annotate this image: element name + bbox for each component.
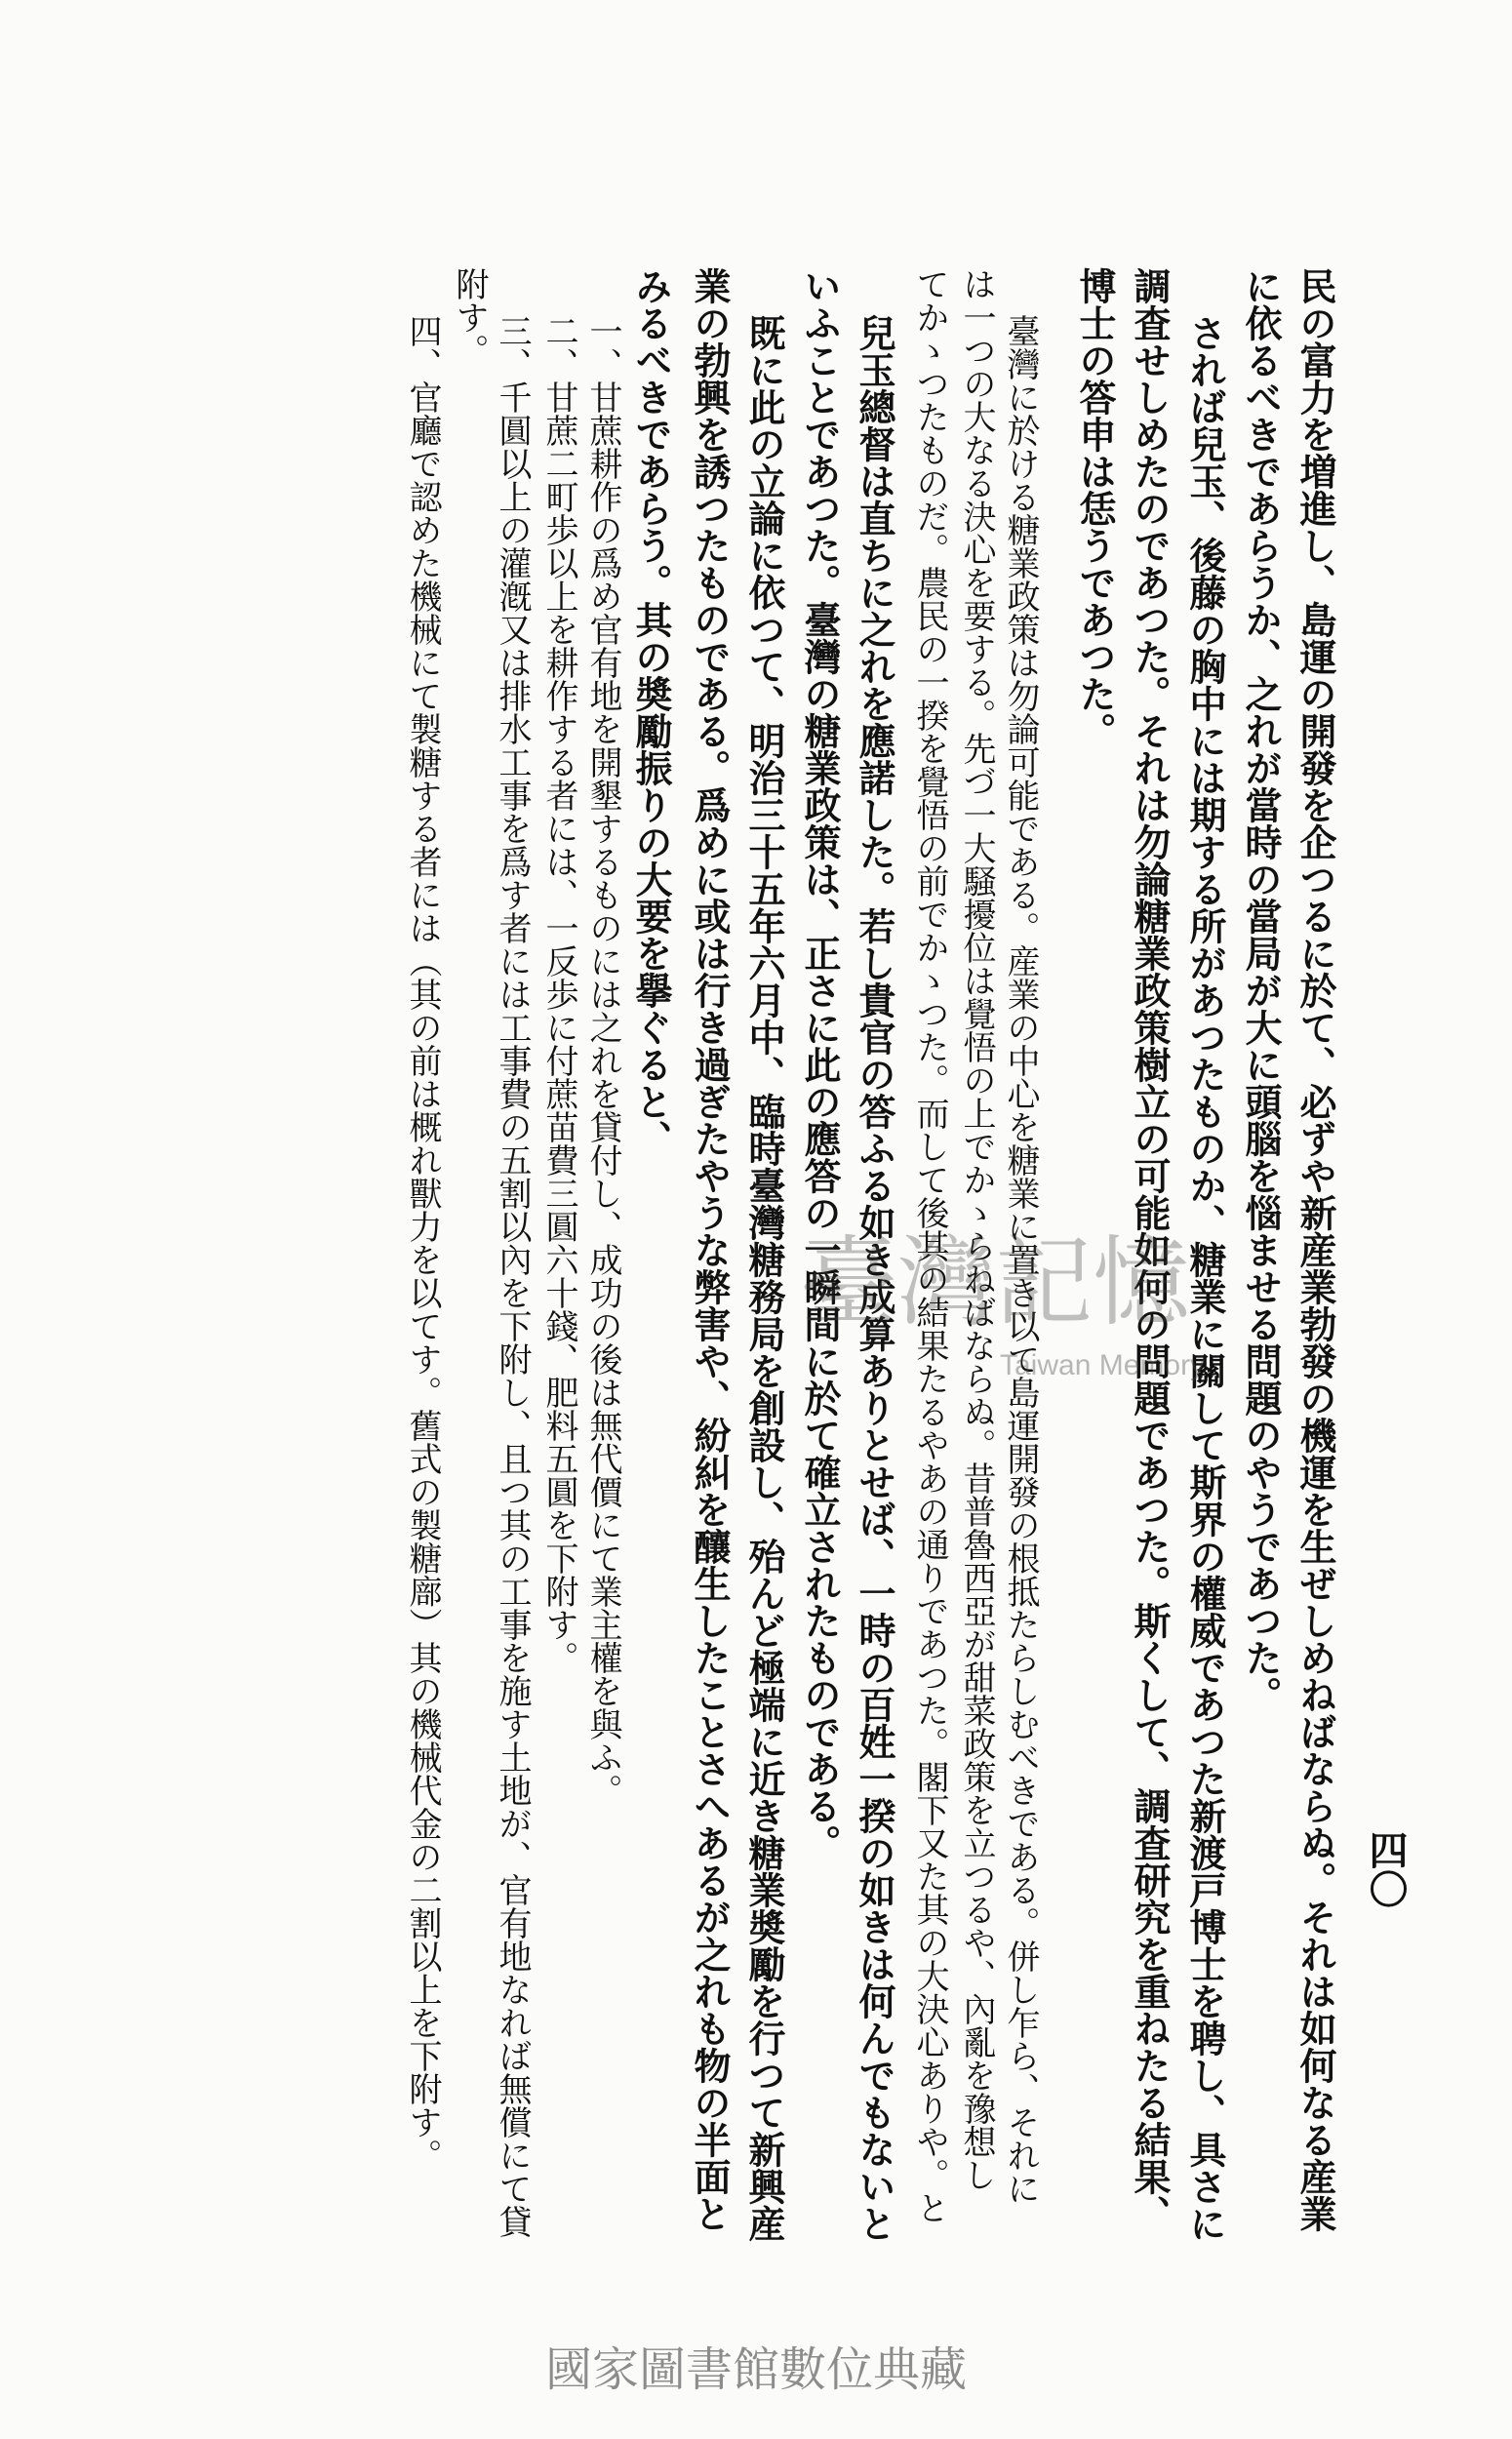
quote-column-3: てかゝつたものだ。農民の一揆を覺悟の前でかゝつた。而して後其の結果たるやあの通りであつた。閣下又た其の大決心ありや。と bbox=[910, 267, 949, 2224]
quote-column-2: は一つの大なる決心を要する。先づ一大騒擾位は覺悟の上でかゝらねばならぬ。昔普魯西亞が甜菜政策を立つるや、內亂を豫想し bbox=[957, 267, 996, 2191]
text-column-2: に依るべきであらうか、之れが當時の當局が大に頭腦を惱ませる問題のやうであつた。 bbox=[1239, 267, 1283, 1713]
footer-source: 國家圖書館數位典藏 bbox=[544, 2342, 967, 2397]
watermark-logo-subtitle: Taiwan Memory bbox=[1000, 1349, 1206, 1381]
text-column-8: 既に此の立論に依つて、明治三十五年六月中、臨時臺灣糖務局を創設し、殆んど極端に近き糖業奬勵を行つて新興産 bbox=[742, 314, 786, 2242]
text-column-4: 調査せしめたのであつた。それは勿論糖業政策樹立の可能如何の問題であつた。斯くして、調査研究を重ねたる結果、 bbox=[1128, 267, 1172, 2232]
watermark-logo-title: 臺灣記憶 bbox=[800, 1225, 1190, 1339]
page-number: 四〇 bbox=[1363, 1830, 1409, 1908]
list-item-4: 四、官廳で認めた機械にて製糖する者には（其の前は概れ獸力を以てす。舊式の製糖廍）其の機械代金の二割以上を下附す。 bbox=[403, 314, 442, 2172]
text-column-9: 業の勃興を誘つたものである。爲めに或は行き過ぎたやうな弊害や、紛糾を釀生したことさへあるが之れも物の半面と bbox=[688, 267, 732, 2232]
text-column-6: 兒玉總督は直ちに之れを應諾した。若し貴官の答ふる如き成算ありとせば、一時の百姓一揆の如きは何んでもないと bbox=[853, 314, 896, 2242]
text-column-3: されば兒玉、後藤の胸中には期する所があつたものか、糖業に關して斯界の權威であつた新渡戸博士を聘し、具さに bbox=[1183, 314, 1227, 2242]
list-item-3-continued: 附す。 bbox=[450, 267, 489, 367]
text-column-1: 民の富力を増進し、島運の開發を企つるに於て、必ずや新産業勃發の機運を生ぜしめねばならぬ。それは如何なる産業 bbox=[1293, 267, 1337, 2232]
text-column-5: 博士の答申は恁うであつた。 bbox=[1073, 267, 1117, 749]
text-column-10: みるべきであらう。其の奬勵振りの大要を擧ぐると、 bbox=[629, 267, 673, 1157]
list-item-3: 三、千圓以上の灌漑又は排水工事を爲す者には工事費の五割以內を下附し、且つ其の工事を施す土地が、官有地なれば無償にて貸 bbox=[493, 314, 532, 2238]
list-item-2: 二、甘蔗二町歩以上を耕作する者には、一反歩に付蔗苗費三圓六十錢、肥料五圓を下附す。 bbox=[539, 314, 578, 1674]
text-column-7: いふことであつた。臺灣の糖業政策は、正さに此の應答の一瞬間に於て確立されたものである。 bbox=[798, 267, 842, 1861]
list-item-1: 一、甘蔗耕作の爲め官有地を開墾するものには之れを貸付し、成功の後は無代價にて業主權を與ふ。 bbox=[583, 314, 622, 1807]
quote-column-1: 臺灣に於ける糖業政策は勿論可能である。産業の中心を糖業に置き以て島運開發の根抵たらしむべきである。併し乍ら、それに bbox=[1001, 314, 1040, 2205]
